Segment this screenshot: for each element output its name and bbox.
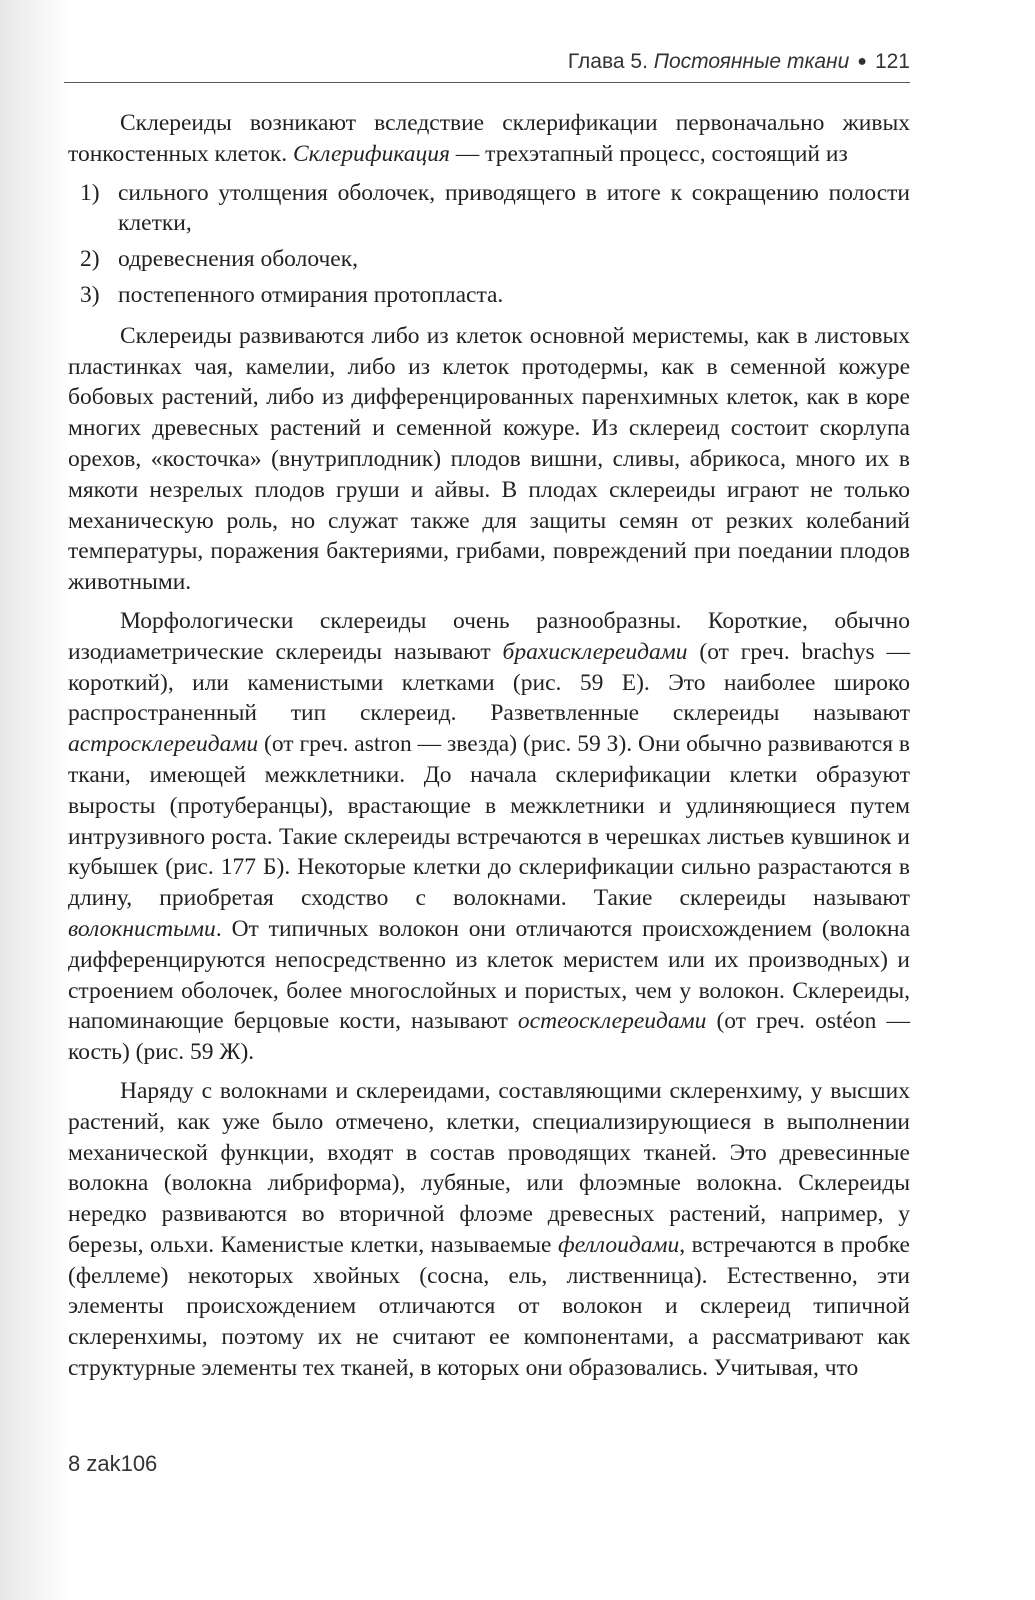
header-rule	[64, 82, 910, 83]
list-text: одревеснения оболочек,	[118, 246, 359, 273]
term-fibrous: волокнистыми	[68, 915, 216, 942]
header-chapter: Глава 5.	[567, 50, 648, 73]
page-body	[68, 108, 910, 1384]
paragraph-text: Морфологически склереиды очень разнообразны. Короткие, обычно изодиаметрические склереиды называют	[68, 607, 910, 665]
header-chapter-title: Постоянные ткани	[653, 50, 850, 73]
list-item	[68, 244, 910, 275]
stages-list	[68, 178, 910, 311]
header-bullet: ●	[857, 53, 867, 70]
paragraph-sclerification	[68, 108, 910, 170]
paragraph-origin: Склереиды развиваются либо из клеток основной меристемы, как в листовых пластинках чая, камелии, либо из клеток протодермы, как в семенной кожуре бобовых растений, либо из дифференцированных паренхимных клеток, как в коре многих древесных растений и семенной кожуре. Из склереид состоит скорлупа орехов, «косточка» (внутриплодник) плодов вишни, сливы, абрикоса, много их в мякоти незрелых плодов груши и айвы. В плодах склереиды играют не только механическую роль, но служат также для защиты семян от резких колебаний температуры, поражения бактериями, грибами, повреждений при поедании плодов животными.	[68, 322, 910, 596]
paragraph-text: (от греч. brachys — короткий), или каменистыми клетками (рис. 59 Е). Это наиболее широко распространенный тип склереид. Разветвленные склереиды называют	[68, 638, 910, 727]
paragraph-text: . От типичных волокон они отличаются происхождением (волокна дифференцируются непосредственно из клеток меристем или их производных) и строением оболочек, более многослойных и пористых, чем у волокон. Склереиды, напоминающие берцовые кости, называют	[68, 915, 910, 1035]
paragraph-text: Склереиды возникают вследствие склерификации первоначально живых тонкостенных клеток.	[68, 110, 910, 167]
page-gutter-shadow	[0, 0, 70, 1600]
list-item	[68, 280, 910, 311]
term-felloids: феллоидами	[558, 1231, 680, 1258]
paragraph-text: (от греч. astron — звезда) (рис. 59 З). Они обычно развиваются в ткани, имеющей межклетники. До начала склерификации клетки образуют выросты (протуберанцы), врастающие в межклетники и удлиняющиеся путем интрузивного роста. Такие склереиды встречаются в черешках листьев кувшинок и кубышек (рис. 177 Б). Некоторые клетки до склерификации сильно разрастаются в длину, приобретая сходство с волокнами. Такие склереиды называют	[68, 731, 910, 912]
paragraph-text: (от греч. ostéon — кость) (рис. 59 Ж).	[68, 1008, 910, 1066]
paragraph-text: — трехэтапный процесс, состоящий из	[449, 140, 848, 167]
paragraph-morphology	[68, 606, 910, 1068]
paragraph-sclerenchyma	[68, 1076, 910, 1384]
term-brachysclereids: брахисклереидами	[502, 638, 688, 665]
list-number: 3)	[80, 281, 100, 308]
list-number: 2)	[80, 246, 100, 273]
list-item	[68, 178, 910, 240]
page-number: 121	[874, 50, 910, 73]
list-number: 1)	[80, 179, 100, 206]
term-osteosclereids: остеосклереидами	[517, 1008, 707, 1035]
running-header	[64, 50, 910, 78]
signature-mark: 8 zak106	[68, 1451, 158, 1476]
paragraph-text: Наряду с волокнами и склереидами, составляющими склеренхиму, у высших растений, как уже было отмечено, клетки, специализирующиеся в выполнении механической функции, входят в состав проводящих тканей. Это древесинные волокна (волокна либриформа), лубяные, или флоэмные волокна. Склереиды нередко развиваются во вторичной флоэме древесных растений, например, у березы, ольхи. Каменистые клетки, называемые	[68, 1077, 910, 1258]
term-astrosclereids: астросклереидами	[68, 731, 259, 758]
list-text: сильного утолщения оболочек, приводящего в итоге к сокращению полости клетки,	[118, 179, 910, 237]
term-sclerification: Склерификация	[293, 140, 450, 167]
list-text: постепенного отмирания протопласта.	[118, 281, 504, 308]
paragraph-text: , встречаются в пробке (феллеме) некоторых хвойных (сосна, ель, лиственница). Естественно, эти элементы происхождением отличаются от волокон и склереид типичной склеренхимы, поэтому их не считают ее компонентами, а рассматривают как структурные элементы тех тканей, в которых они образовались. Учитывая, что	[68, 1231, 910, 1382]
